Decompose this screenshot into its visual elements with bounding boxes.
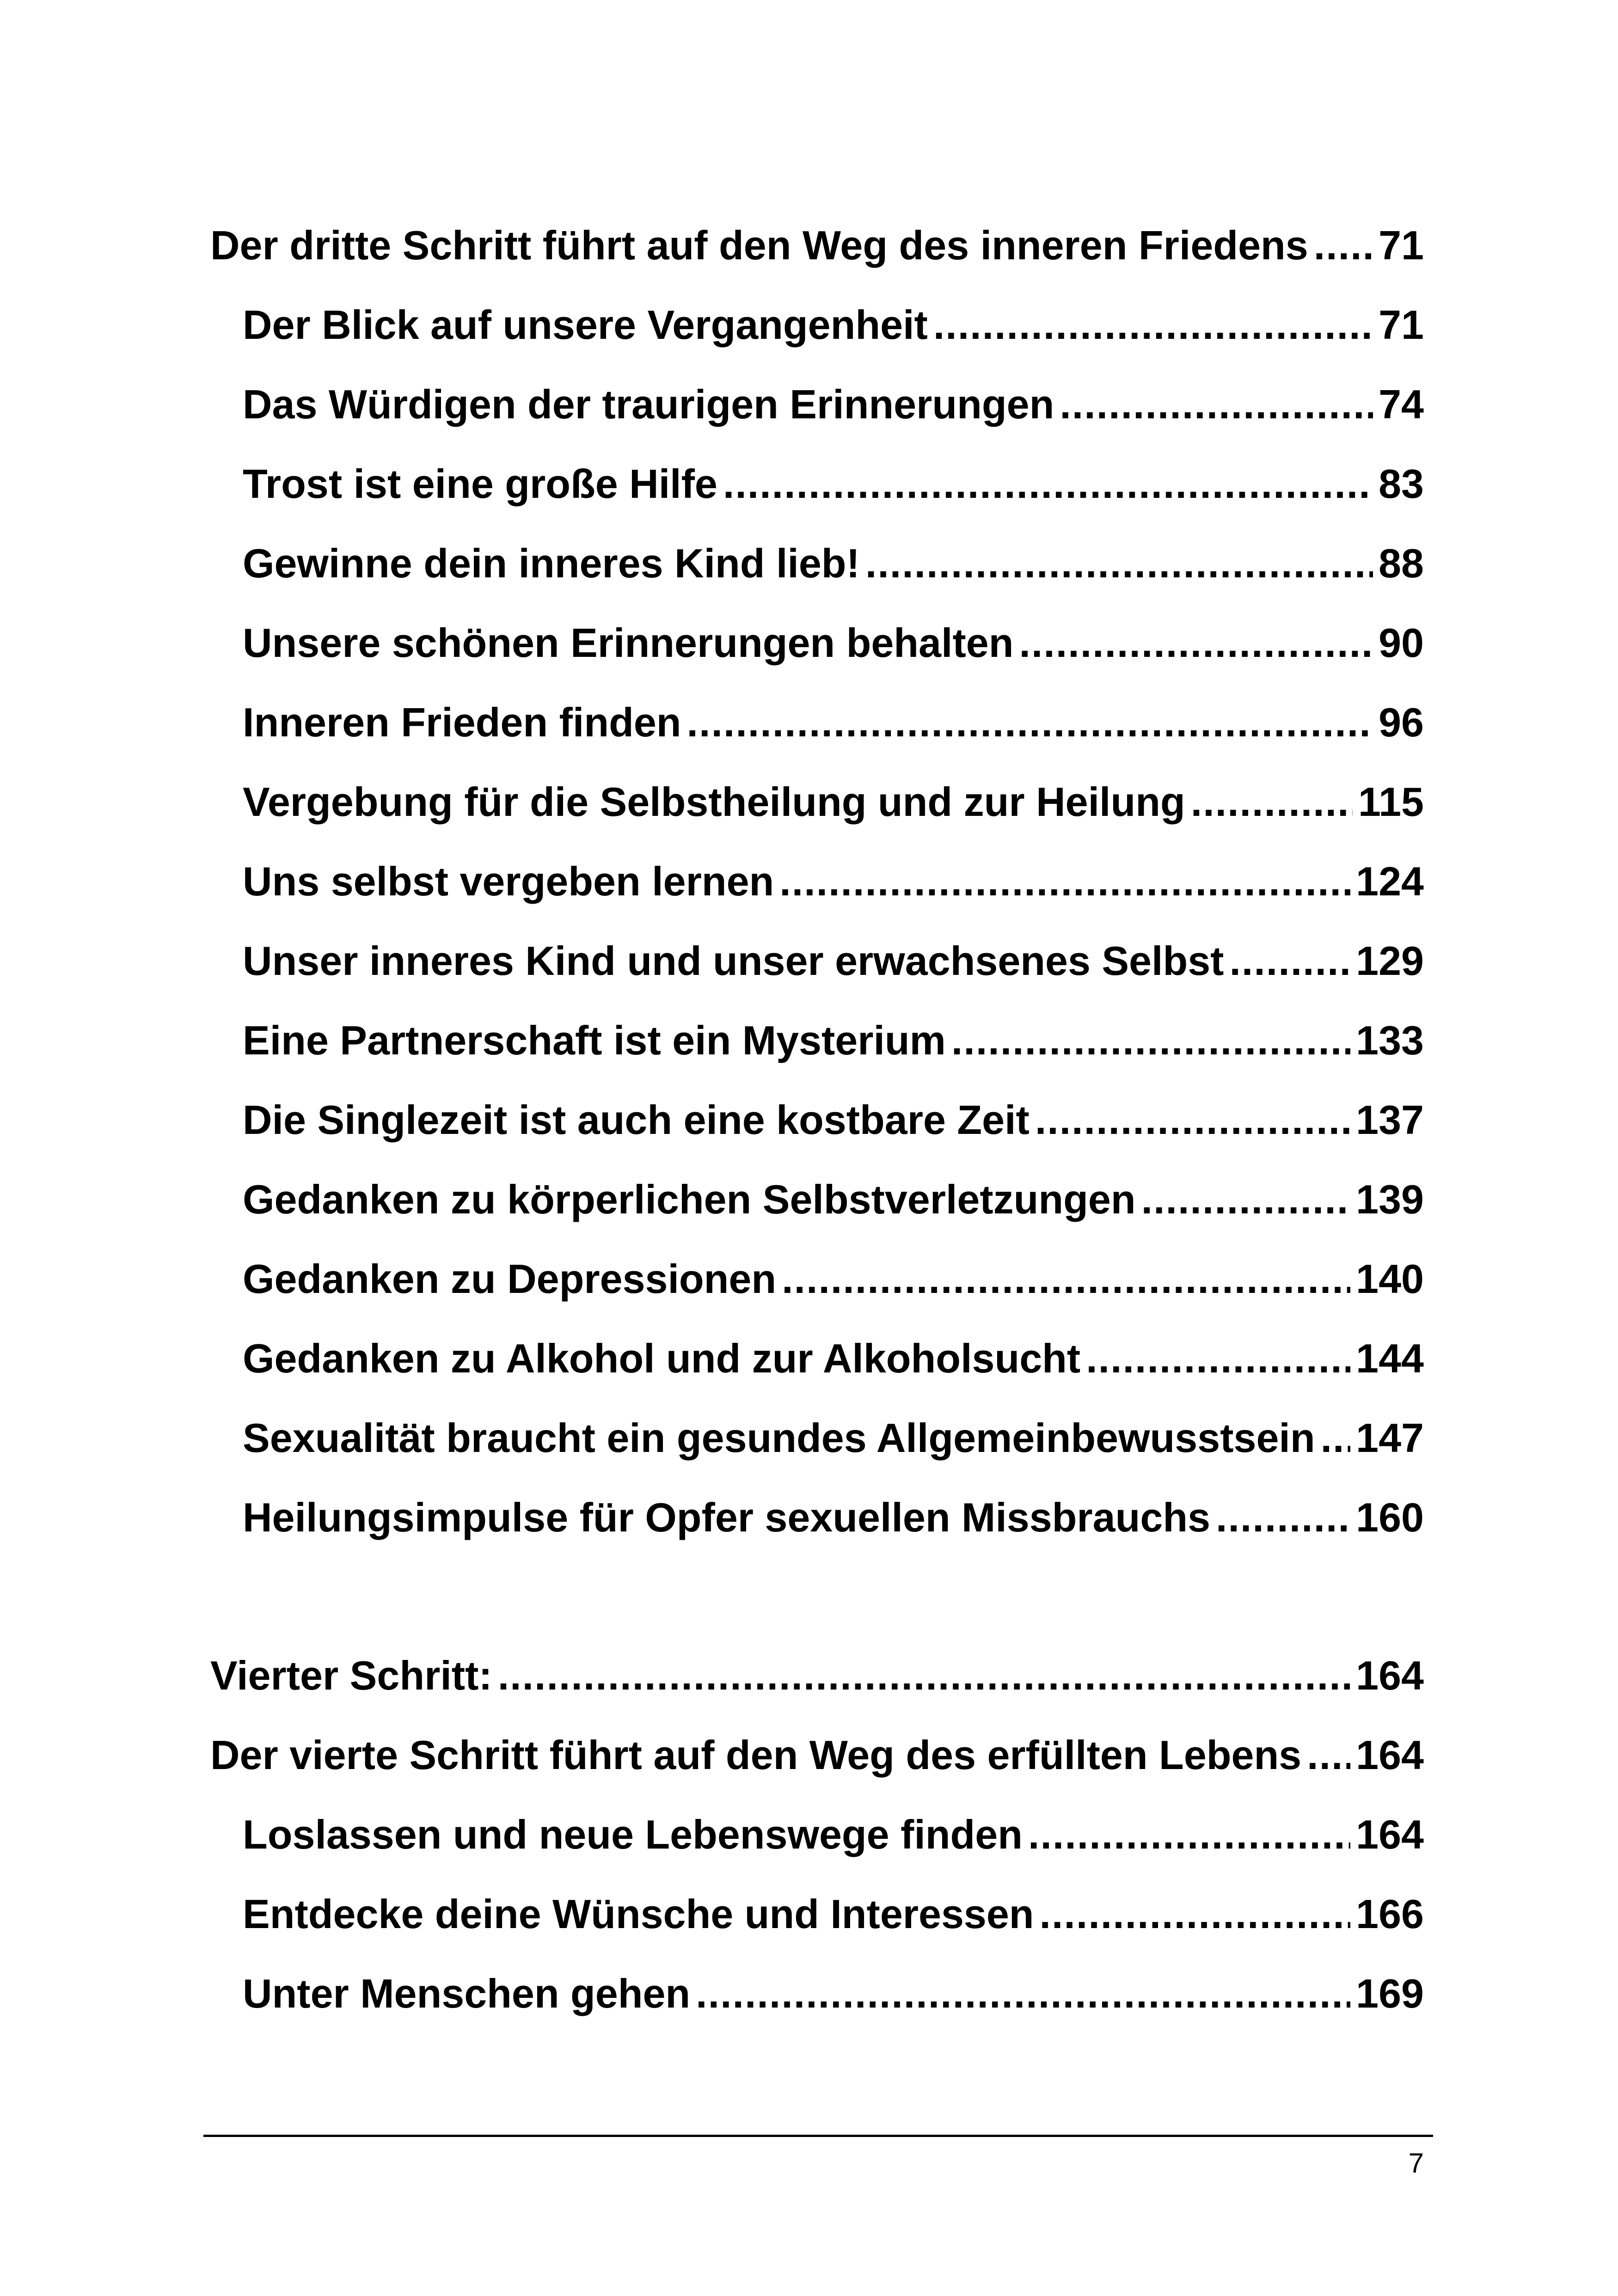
toc-entry[interactable] (210, 603, 1424, 683)
toc-entry-page: 139 (1356, 1176, 1424, 1222)
toc-dot-leader (1040, 1874, 1351, 1954)
toc-entry-page: 147 (1356, 1415, 1424, 1461)
toc-entry-page: 124 (1356, 858, 1424, 904)
toc-entry[interactable] (210, 1874, 1424, 1954)
toc-entry[interactable] (210, 762, 1424, 842)
toc-entry[interactable] (210, 1239, 1424, 1319)
toc-entry-title: Der dritte Schritt führt auf den Weg des inneren Friedens (210, 222, 1308, 268)
toc-entry-title: Der Blick auf unsere Vergangenheit (243, 302, 928, 348)
toc-entry[interactable] (210, 1319, 1424, 1398)
toc-entry-title: Heilungsimpulse für Opfer sexuellen Missbrauchs (243, 1494, 1211, 1540)
toc-entry-title: Uns selbst vergeben lernen (243, 858, 774, 904)
table-of-contents (210, 206, 1424, 2033)
toc-entry-page: 115 (1358, 779, 1424, 825)
toc-entry[interactable] (210, 842, 1424, 921)
toc-entry-title: Gewinne dein inneres Kind lieb! (243, 540, 860, 586)
toc-entry[interactable] (210, 1080, 1424, 1160)
toc-dot-leader (1321, 1398, 1351, 1478)
toc-dot-leader (1141, 1160, 1351, 1239)
toc-dot-leader (687, 683, 1373, 762)
toc-entry-title: Gedanken zu körperlichen Selbstverletzungen (243, 1176, 1136, 1222)
toc-dot-leader (1028, 1795, 1350, 1874)
toc-entry-title: Gedanken zu Alkohol und zur Alkoholsucht (243, 1335, 1081, 1381)
toc-dot-leader (951, 1001, 1350, 1080)
toc-entry-page: 133 (1356, 1017, 1424, 1063)
toc-group-third-step (210, 206, 1424, 1557)
toc-entry-title: Loslassen und neue Lebenswege finden (243, 1812, 1023, 1857)
toc-entry-title: Trost ist eine große Hilfe (243, 461, 717, 507)
toc-dot-leader (696, 1954, 1350, 2033)
toc-entry-title: Entdecke deine Wünsche und Interessen (243, 1891, 1034, 1937)
footer-divider (203, 2135, 1433, 2137)
page-number: 7 (1408, 2148, 1424, 2179)
toc-entry[interactable] (210, 1715, 1424, 1795)
toc-entry[interactable] (210, 206, 1424, 285)
toc-entry-page: 164 (1356, 1732, 1424, 1778)
toc-entry-page: 144 (1356, 1335, 1424, 1381)
toc-dot-leader (1060, 365, 1373, 444)
toc-entry-title: Die Singlezeit ist auch eine kostbare Zeit (243, 1097, 1030, 1143)
toc-entry-page: 96 (1379, 699, 1424, 745)
toc-entry-page: 83 (1379, 461, 1424, 507)
toc-entry-page: 88 (1379, 540, 1424, 586)
toc-entry[interactable] (210, 1795, 1424, 1874)
toc-entry-page: 137 (1356, 1097, 1424, 1143)
toc-dot-leader (1216, 1478, 1350, 1557)
toc-entry-title: Inneren Frieden finden (243, 699, 681, 745)
toc-group-fourth-step (210, 1636, 1424, 2033)
toc-entry[interactable] (210, 921, 1424, 1001)
toc-entry-page: 140 (1356, 1256, 1424, 1302)
toc-entry-page: 160 (1356, 1494, 1424, 1540)
toc-entry[interactable] (210, 1160, 1424, 1239)
toc-dot-leader (1035, 1080, 1350, 1160)
toc-entry-page: 169 (1356, 1971, 1424, 2016)
toc-entry-page: 71 (1379, 222, 1424, 268)
toc-entry-page: 71 (1379, 302, 1424, 348)
toc-dot-leader (1086, 1319, 1350, 1398)
toc-dot-leader (1307, 1715, 1350, 1795)
toc-entry-page: 74 (1379, 381, 1424, 427)
toc-dot-leader (782, 1239, 1350, 1319)
toc-dot-leader (779, 842, 1350, 921)
toc-entry-title: Unser inneres Kind und unser erwachsenes Selbst (243, 938, 1224, 984)
toc-entry-title: Gedanken zu Depressionen (243, 1256, 777, 1302)
toc-dot-leader (1019, 603, 1373, 683)
toc-entry[interactable] (210, 1001, 1424, 1080)
toc-dot-leader (498, 1636, 1350, 1715)
toc-entry-title: Vergebung für die Selbstheilung und zur Heilung (243, 779, 1185, 825)
toc-entry-page: 164 (1356, 1812, 1424, 1857)
toc-entry-title: Das Würdigen der traurigen Erinnerungen (243, 381, 1054, 427)
toc-entry[interactable] (210, 1398, 1424, 1478)
toc-entry-page: 129 (1356, 938, 1424, 984)
toc-entry[interactable] (210, 365, 1424, 444)
toc-entry[interactable] (210, 524, 1424, 603)
toc-entry[interactable] (210, 285, 1424, 365)
toc-entry-page: 164 (1356, 1653, 1424, 1698)
toc-entry-title: Sexualität braucht ein gesundes Allgemeinbewusstsein (243, 1415, 1315, 1461)
toc-entry[interactable] (210, 683, 1424, 762)
toc-dot-leader (1229, 921, 1350, 1001)
toc-entry[interactable] (210, 1478, 1424, 1557)
toc-entry[interactable] (210, 1636, 1424, 1715)
toc-dot-leader (1314, 206, 1373, 285)
toc-dot-leader (865, 524, 1373, 603)
toc-entry-page: 166 (1356, 1891, 1424, 1937)
toc-entry-title: Unsere schönen Erinnerungen behalten (243, 620, 1014, 666)
toc-dot-leader (723, 444, 1373, 524)
toc-entry-title: Eine Partnerschaft ist ein Mysterium (243, 1017, 946, 1063)
toc-entry[interactable] (210, 1954, 1424, 2033)
toc-dot-leader (1191, 762, 1353, 842)
toc-entry-title: Unter Menschen gehen (243, 1971, 691, 2016)
toc-entry-title: Der vierte Schritt führt auf den Weg des erfüllten Lebens (210, 1732, 1302, 1778)
toc-entry-page: 90 (1379, 620, 1424, 666)
toc-entry-title: Vierter Schritt: (210, 1653, 492, 1698)
toc-dot-leader (933, 285, 1373, 365)
toc-entry[interactable] (210, 444, 1424, 524)
